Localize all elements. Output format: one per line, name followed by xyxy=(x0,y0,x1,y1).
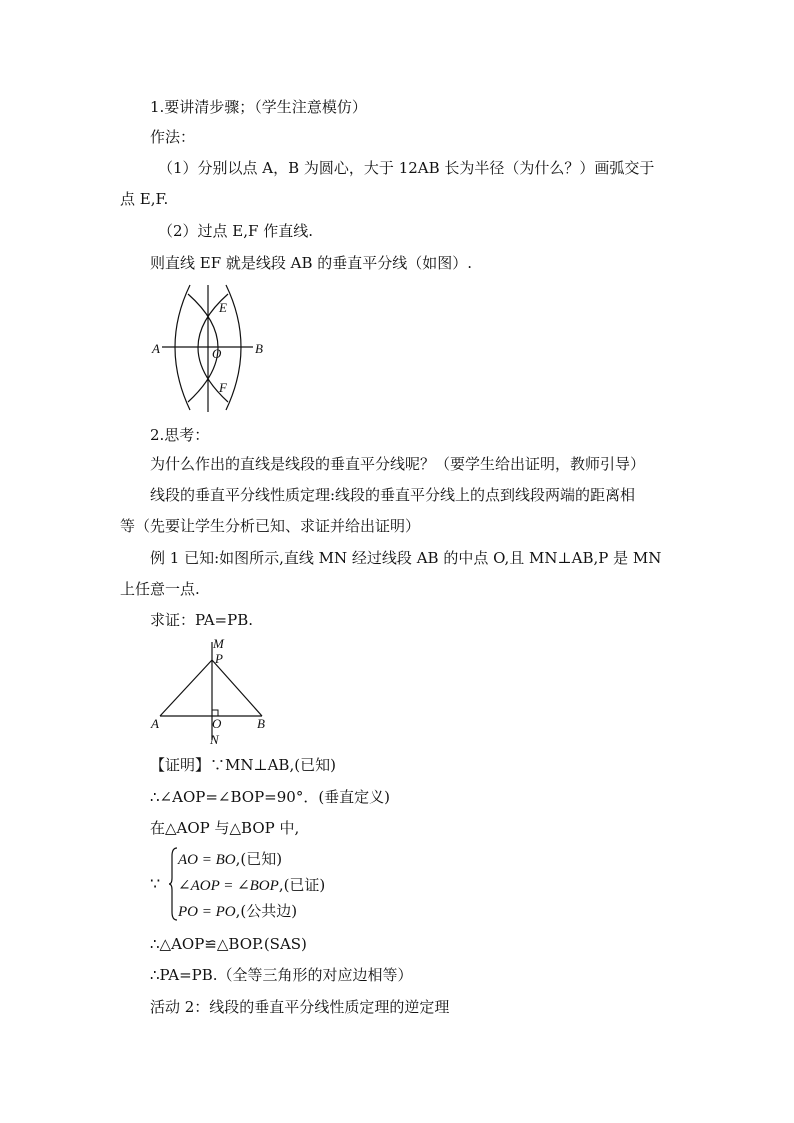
system-row-3: PO = PO,(公共边) xyxy=(178,902,298,920)
step-1-line2: 点 E,F. xyxy=(120,190,169,208)
label-m: M xyxy=(213,636,224,651)
proof-line3: 在△AOP 与△BOP 中, xyxy=(150,819,300,837)
theorem-line1: 线段的垂直平分线性质定理:线段的垂直平分线上的点到线段两端的距离相 xyxy=(150,486,636,504)
proof-conclusion: ∴PA=PB.（全等三角形的对应边相等） xyxy=(150,966,413,984)
segment-pb xyxy=(212,660,262,716)
proof-line2: ∴∠AOP=∠BOP=90°．(垂直定义) xyxy=(150,788,391,806)
label-f: F xyxy=(219,380,227,395)
label-a: A xyxy=(152,341,160,356)
think-heading: 2.思考： xyxy=(150,426,210,444)
example-line2: 上任意一点. xyxy=(120,580,200,598)
prove-statement: 求证：PA=PB. xyxy=(150,611,254,629)
question: 为什么作出的直线是线段的垂直平分线呢？（要学生给出证明，教师引导） xyxy=(150,455,646,473)
system-row-2: ∠AOP = ∠BOP,(已证) xyxy=(178,876,326,894)
segment-pa xyxy=(160,660,212,716)
label-e: E xyxy=(219,300,227,315)
step-2: （2）过点 E,F 作直线. xyxy=(158,222,313,240)
label-n: N xyxy=(210,732,219,747)
label-b: B xyxy=(255,341,263,356)
construction-conclusion: 则直线 EF 就是线段 AB 的垂直平分线（如图）. xyxy=(150,254,473,272)
theorem-line2: 等（先要让学生分析已知、求证并给出证明） xyxy=(120,517,421,535)
step-heading: 1.要讲清步骤；（学生注意模仿） xyxy=(150,98,367,116)
activity-2-heading: 活动 2：线段的垂直平分线性质定理的逆定理 xyxy=(150,998,450,1016)
step-1-line1: （1）分别以点 A，B 为圆心，大于 12AB 长为半径（为什么？）画弧交于 xyxy=(158,159,655,177)
figure-triangle-pab xyxy=(140,636,280,748)
system-row-1: AO = BO,(已知) xyxy=(178,850,283,868)
label-o: O xyxy=(212,716,222,731)
because-symbol: ∵ xyxy=(150,874,161,893)
congruence-system xyxy=(150,846,390,926)
figure-perpendicular-bisector-construction xyxy=(140,280,280,420)
proof-line1: 【证明】∵MN⊥AB,(已知) xyxy=(150,756,336,774)
label-p: P xyxy=(215,651,223,666)
label-a: A xyxy=(151,716,159,731)
label-b: B xyxy=(257,716,265,731)
example-line1: 例 1 已知:如图所示,直线 MN 经过线段 AB 的中点 O,且 MN⊥AB,P 是 MN xyxy=(150,549,662,567)
left-brace xyxy=(168,846,178,922)
method-label: 作法： xyxy=(150,128,196,146)
proof-congruence: ∴△AOP≌△BOP.(SAS) xyxy=(150,935,307,953)
label-o: O xyxy=(212,346,222,361)
